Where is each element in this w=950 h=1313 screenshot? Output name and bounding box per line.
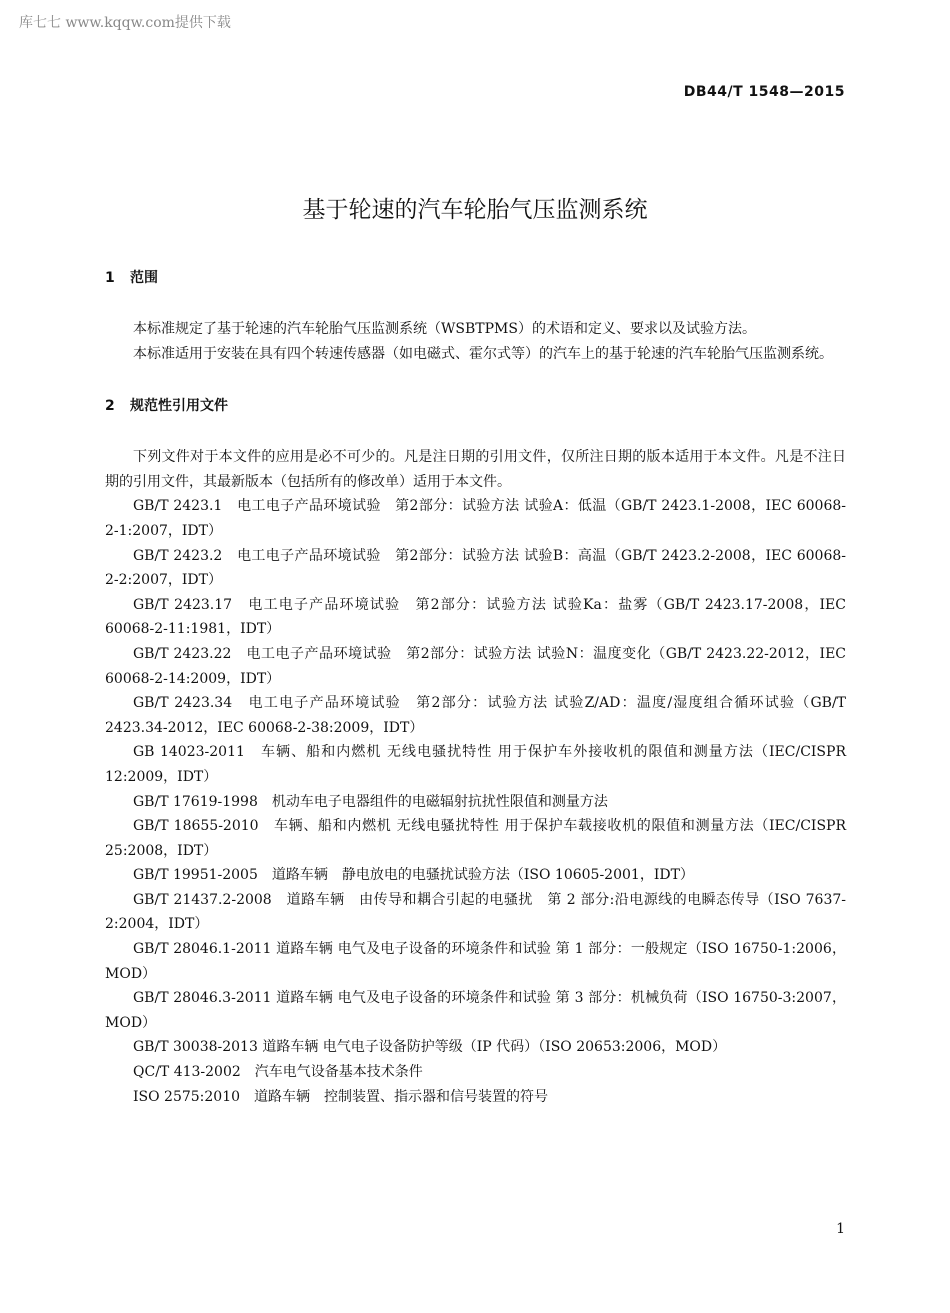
standard-code: DB44/T 1548—2015 bbox=[683, 84, 845, 100]
section-title: 规范性引用文件 bbox=[130, 398, 228, 415]
reference-entry: GB 14023-2011 车辆、船和内燃机 无线电骚扰特性 用于保护车外接收机的限值和测量方法（IEC/CISPR 12:2009，IDT） bbox=[105, 744, 846, 785]
document-title: 基于轮速的汽车轮胎气压监测系统 bbox=[302, 197, 648, 223]
reference-entry: GB/T 17619-1998 机动车电子电器组件的电磁辐射抗扰性限值和测量方法 bbox=[133, 793, 608, 810]
reference-entry: ISO 2575:2010 道路车辆 控制装置、指示器和信号装置的符号 bbox=[133, 1088, 549, 1105]
reference-entry: GB/T 19951-2005 道路车辆 静电放电的电骚扰试验方法（ISO 10605-2001，IDT） bbox=[133, 867, 694, 884]
reference-entry: GB/T 30038-2013 道路车辆 电气电子设备防护等级（IP 代码）（ISO 20653:2006，MOD） bbox=[133, 1039, 727, 1056]
reference-entry: GB/T 2423.17 电工电子产品环境试验 第2部分：试验方法 试验Ka：盐雾（GB/T 2423.17-2008，IEC 60068-2-11:1981，IDT） bbox=[105, 596, 846, 638]
page-number: 1 bbox=[836, 1221, 845, 1237]
section-number: 2 bbox=[105, 398, 115, 415]
reference-entry: GB/T 2423.34 电工电子产品环境试验 第2部分：试验方法 试验Z/AD：温度/湿度组合循环试验（GB/T 2423.34-2012，IEC 60068-2-38:2009，IDT） bbox=[105, 695, 846, 736]
reference-entry: GB/T 28046.1-2011 道路车辆 电气及电子设备的环境条件和试验 第 1 部分：一般规定（ISO 16750-1:2006，MOD） bbox=[105, 941, 846, 982]
reference-entry: GB/T 28046.3-2011 道路车辆 电气及电子设备的环境条件和试验 第 3 部分：机械负荷（ISO 16750-3:2007，MOD） bbox=[105, 990, 846, 1031]
section-title: 范围 bbox=[130, 270, 158, 286]
section-heading-normative-references bbox=[105, 394, 846, 418]
reference-entry: GB/T 21437.2-2008 道路车辆 由传导和耦合引起的电骚扰 第 2 部分:沿电源线的电瞬态传导（ISO 7637-2:2004，IDT） bbox=[105, 891, 846, 933]
reference-entry: GB/T 2423.22 电工电子产品环境试验 第2部分：试验方法 试验N：温度变化（GB/T 2423.22-2012，IEC 60068-2-14:2009，IDT） bbox=[105, 645, 846, 687]
reference-entry: GB/T 2423.1 电工电子产品环境试验 第2部分：试验方法 试验A：低温（GB/T 2423.1-2008，IEC 60068-2-1:2007，IDT） bbox=[105, 498, 846, 539]
document-body bbox=[105, 266, 846, 1109]
section-number: 1 bbox=[105, 270, 115, 286]
paragraph: 下列文件对于本文件的应用是必不可少的。凡是注日期的引用文件，仅所注日期的版本适用于本文件。凡是不注日期的引用文件，其最新版本（包括所有的修改单）适用于本文件。 bbox=[105, 449, 846, 490]
reference-entry: GB/T 18655-2010 车辆、船和内燃机 无线电骚扰特性 用于保护车载接收机的限值和测量方法（IEC/CISPR 25:2008，IDT） bbox=[105, 818, 846, 859]
watermark: 库七七 www.kqqw.com提供下载 bbox=[19, 15, 231, 31]
reference-entry: QC/T 413-2002 汽车电气设备基本技术条件 bbox=[133, 1064, 423, 1081]
paragraph: 本标准适用于安装在具有四个转速传感器（如电磁式、霍尔式等）的汽车上的基于轮速的汽车轮胎气压监测系统。 bbox=[133, 345, 833, 362]
section-heading-scope bbox=[105, 266, 846, 290]
reference-entry: GB/T 2423.2 电工电子产品环境试验 第2部分：试验方法 试验B：高温（GB/T 2423.2-2008，IEC 60068-2-2:2007，IDT） bbox=[105, 547, 846, 589]
paragraph: 本标准规定了基于轮速的汽车轮胎气压监测系统（WSBTPMS）的术语和定义、要求以及试验方法。 bbox=[133, 321, 756, 337]
